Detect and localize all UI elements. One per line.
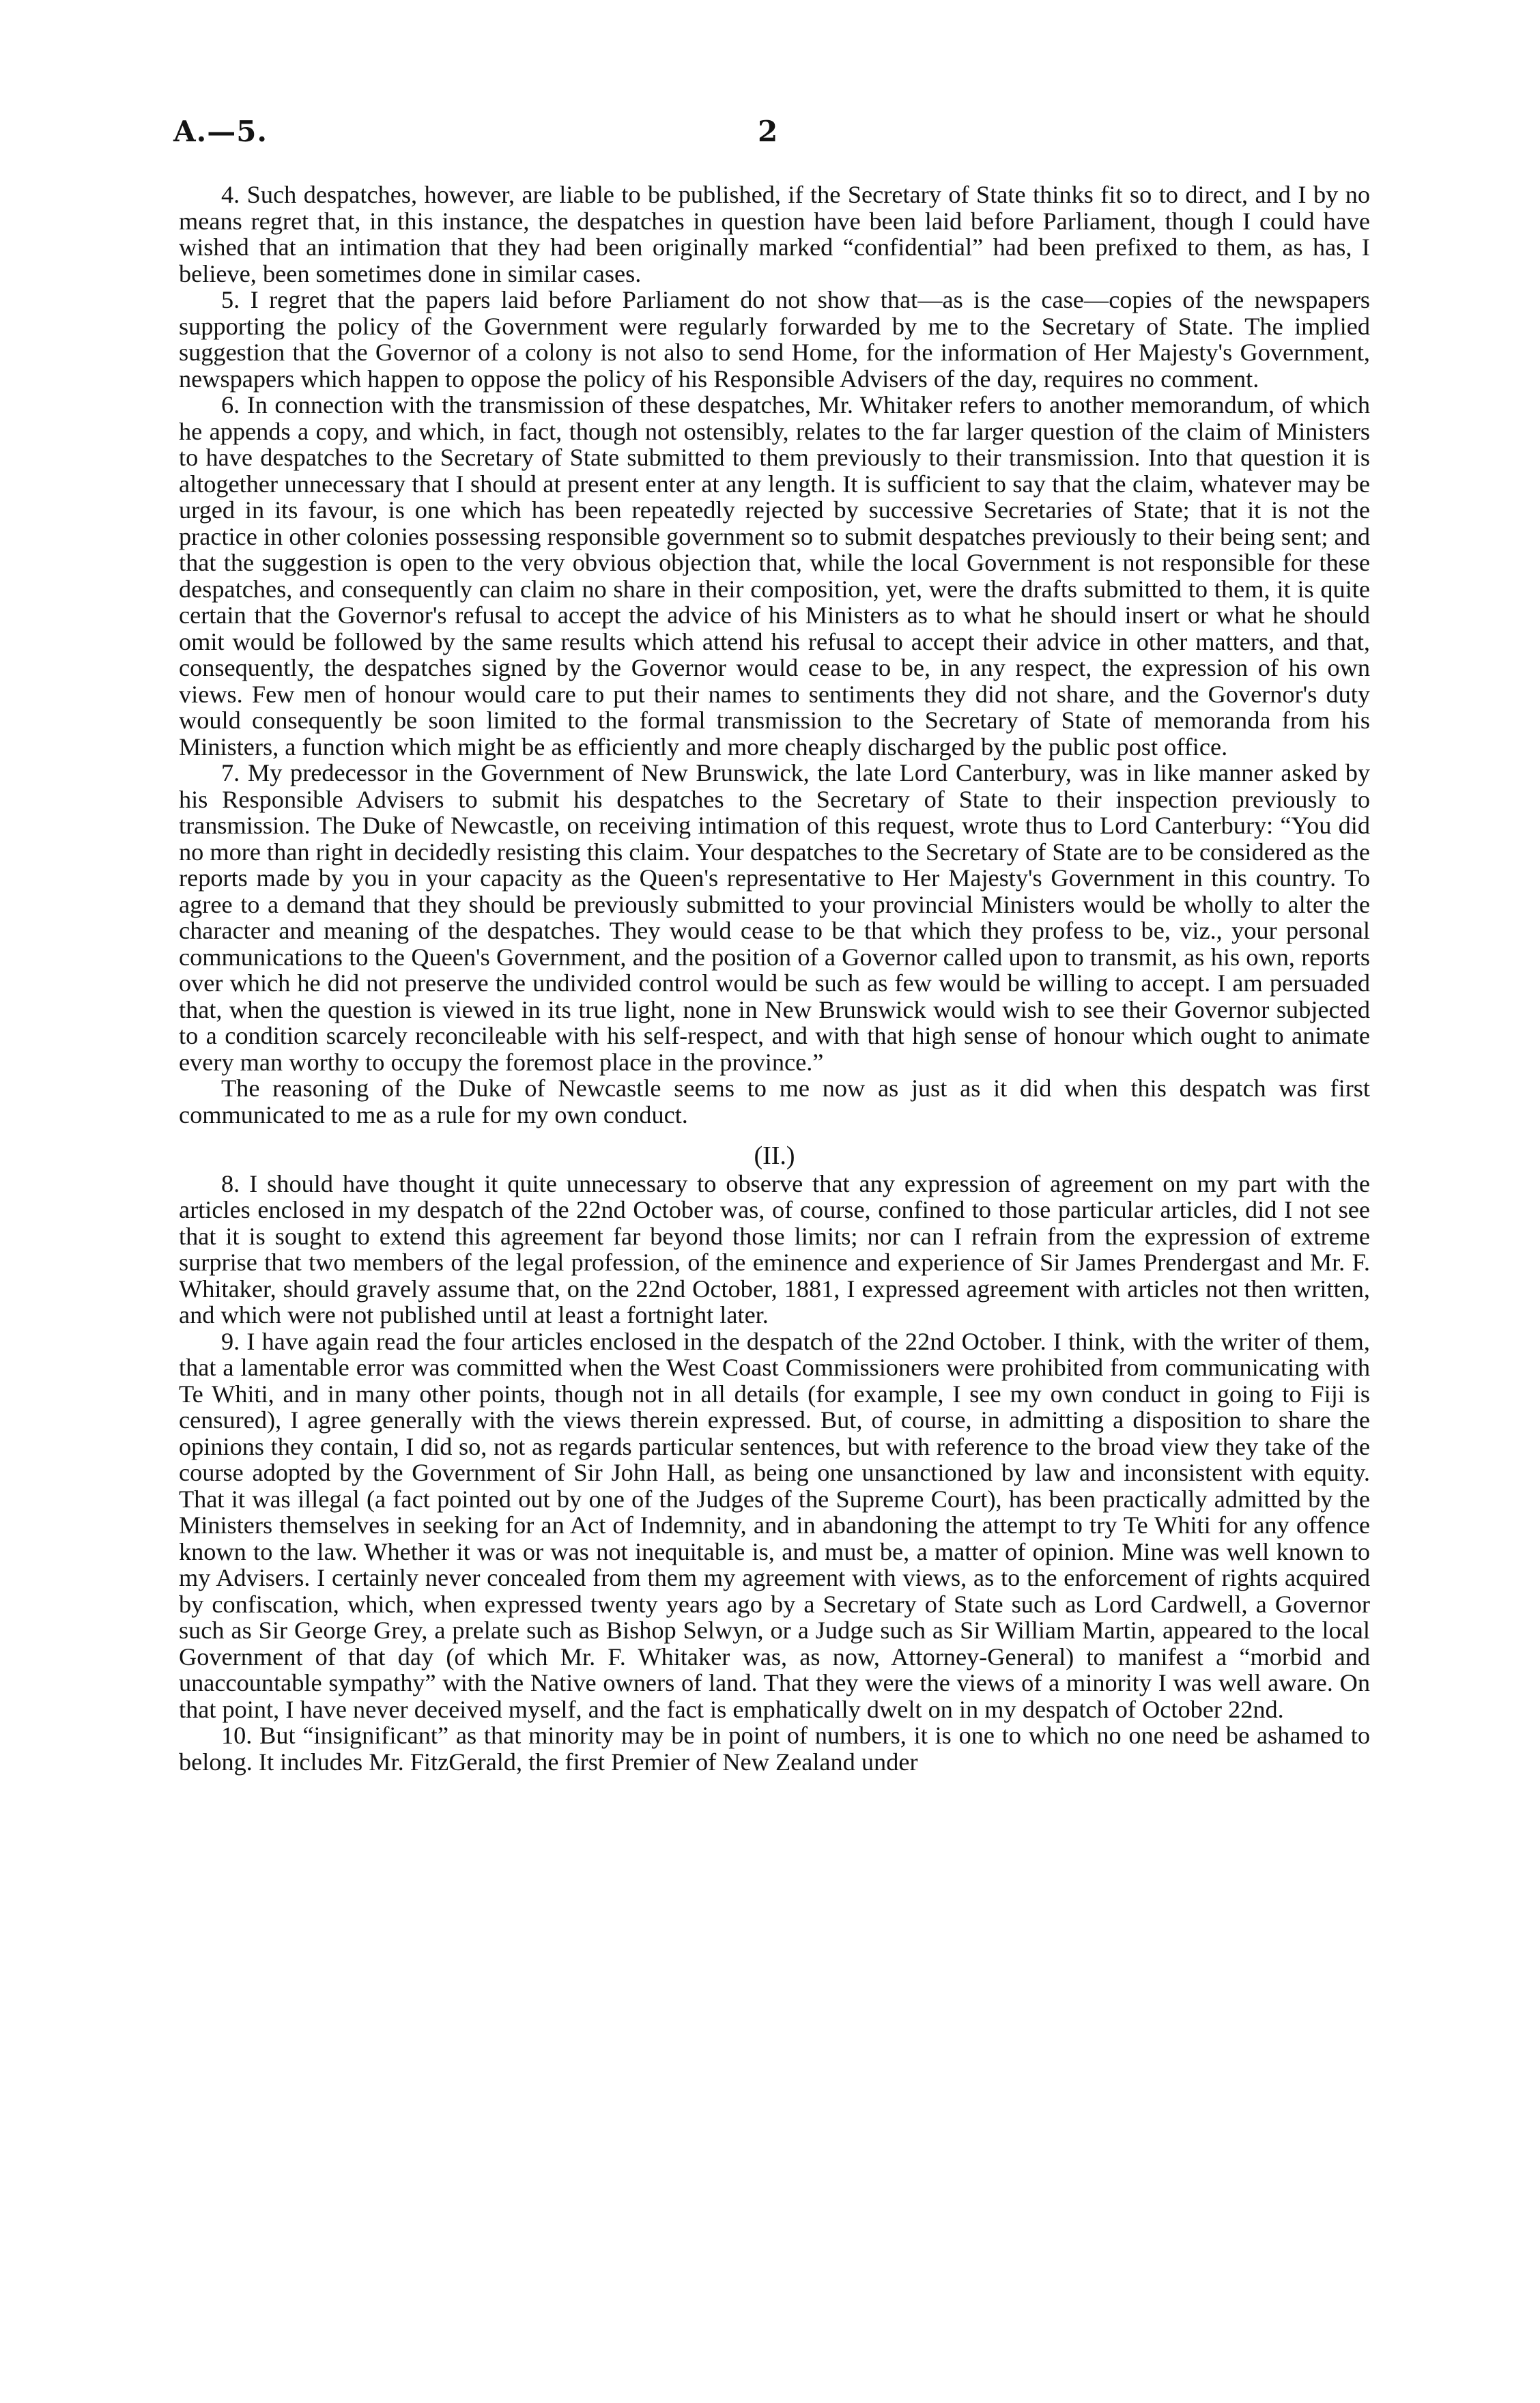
paragraph-4: 4. Such despatches, however, are liable to be published, if the Secretary of State thinks fit so to direct, and I by no means regret that, in this instance, the despatches in question have been laid before Parliament, though I could have wished that an intimation that they had been originally marked “confidential” had been prefixed to them, as has, I believe, been sometimes done in similar cases. — [179, 181, 1370, 287]
document-body — [179, 182, 1370, 1775]
paragraph-7-continuation: The reasoning of the Duke of Newcastle seems to me now as just as it did when this despatch was first communicated to me as a rule for my own conduct. — [179, 1075, 1370, 1128]
paragraph-8: 8. I should have thought it quite unnecessary to observe that any expression of agreement on my part with the articles enclosed in my despatch of the 22nd October was, of course, confined to those particular articles, did I not see that it is sought to extend this agreement far beyond those limits; nor can I refrain from the expression of extreme surprise that two members of the legal profession, of the eminence and experience of Sir James Prendergast and Mr. F. Whitaker, should gravely assume that, on the 22nd October, 1881, I expressed agreement with articles not then written, and which were not published until at least a fortnight later. — [179, 1169, 1370, 1328]
page-number: 2 — [758, 115, 778, 148]
paragraph-5: 5. I regret that the papers laid before Parliament do not show that—as is the case—copies of the newspapers supporting the policy of the Government were regularly forwarded by me to the Secretary of State. The implied suggestion that the Governor of a colony is not also to send Home, for the information of Her Majesty's Government, newspapers which happen to oppose the policy of his Responsible Advisers of the day, requires no comment. — [179, 286, 1370, 393]
paragraph-9: 9. I have again read the four articles enclosed in the despatch of the 22nd October. I think, with the writer of them, that a lamentable error was committed when the West Coast Commissioners were prohibited from communicating with Te Whiti, and in many other points, though not in all details (for example, I see my own conduct in going to Fiji is censured), I agree generally with the views therein expressed. But, of course, in admitting a disposition to share the opinions they contain, I did so, not as regards particular sentences, but with reference to the broad view they take of the course adopted by the Government of Sir John Hall, as being one unsanctioned by law and inconsistent with equity. That it was illegal (a fact pointed out by one of the Judges of the Supreme Court), has been practically admitted by the Ministers themselves in seeking for an Act of Indemnity, and in abandoning the attempt to try Te Whiti for any offence known to the law. Whether it was or was not inequitable is, and must be, a matter of opinion. Mine was well known to my Advisers. I certainly never concealed from them my agreement with views, as to the enforcement of rights acquired by confiscation, which, when expressed twenty years ago by a Secretary of State such as Lord Cardwell, a Governor such as Sir George Grey, a prelate such as Bishop Selwyn, or a Judge such as Sir William Martin, appeared to the local Government of that day (of which Mr. F. Whitaker was, as now, Attorney-General) to manifest a “morbid and unaccountable sympathy” with the Native owners of land. That they were the views of a minority I was well aware. On that point, I have never deceived myself, and the fact is emphatically dwelt on in my despatch of October 22nd. — [179, 1327, 1370, 1723]
paragraph-7: 7. My predecessor in the Government of New Brunswick, the late Lord Canterbury, was in like manner asked by his Responsible Advisers to submit his despatches to the Secretary of State to their inspection previously to transmission. The Duke of Newcastle, on receiving intimation of this request, wrote thus to Lord Canterbury: “You did no more than right in decidedly resisting this claim. Your despatches to the Secretary of State are to be considered as the reports made by you in your capacity as the Queen's representative to Her Majesty's Government in this country. To agree to a demand that they should be previously submitted to your provincial Ministers would be wholly to alter the character and meaning of the despatches. They would cease to be that which they profess to be, viz., your personal communications to the Queen's Government, and the position of a Governor called upon to transmit, as his own, reports over which he did not preserve the undivided control would be such as few would be willing to accept. I am persuaded that, when the question is viewed in its true light, none in New Brunswick would wish to see their Governor subjected to a condition scarcely reconcileable with his self-respect, and with that high sense of honour which ought to animate every man worthy to occupy the foremost place in the province.” — [179, 759, 1370, 1076]
section-heading: (II.) — [754, 1141, 795, 1170]
document-reference: A.—5. — [173, 115, 268, 148]
paragraph-6: 6. In connection with the transmission of these despatches, Mr. Whitaker refers to another memorandum, of which he appends a copy, and which, in fact, though not ostensibly, relates to the far larger question of the claim of Ministers to have despatches to the Secretary of State submitted to them previously to their transmission. Into that question it is altogether unnecessary that I should at present enter at any length. It is sufficient to say that the claim, whatever may be urged in its favour, is one which has been repeatedly rejected by successive Secretaries of State; that it is not the practice in other colonies possessing responsible government so to submit despatches previously to their being sent; and that the suggestion is open to the very obvious objection that, while the local Government is not responsible for these despatches, and consequently can claim no share in their composition, yet, were the drafts submitted to them, it is quite certain that the Governor's refusal to accept the advice of his Ministers as to what he should insert or what he should omit would be followed by the same results which attend his refusal to accept their advice in other matters, and that, consequently, the despatches signed by the Governor would cease to be, in any respect, the expression of his own views. Few men of honour would care to put their names to sentiments they did not share, and the Governor's duty would consequently be soon limited to the formal transmission to the Secretary of State of memoranda from his Ministers, a function which might be as efficiently and more cheaply discharged by the public post office. — [179, 391, 1370, 760]
paragraph-10: 10. But “insignificant” as that minority may be in point of numbers, it is one to which no one need be ashamed to belong. It includes Mr. FitzGerald, the first Premier of New Zealand under — [179, 1722, 1370, 1776]
